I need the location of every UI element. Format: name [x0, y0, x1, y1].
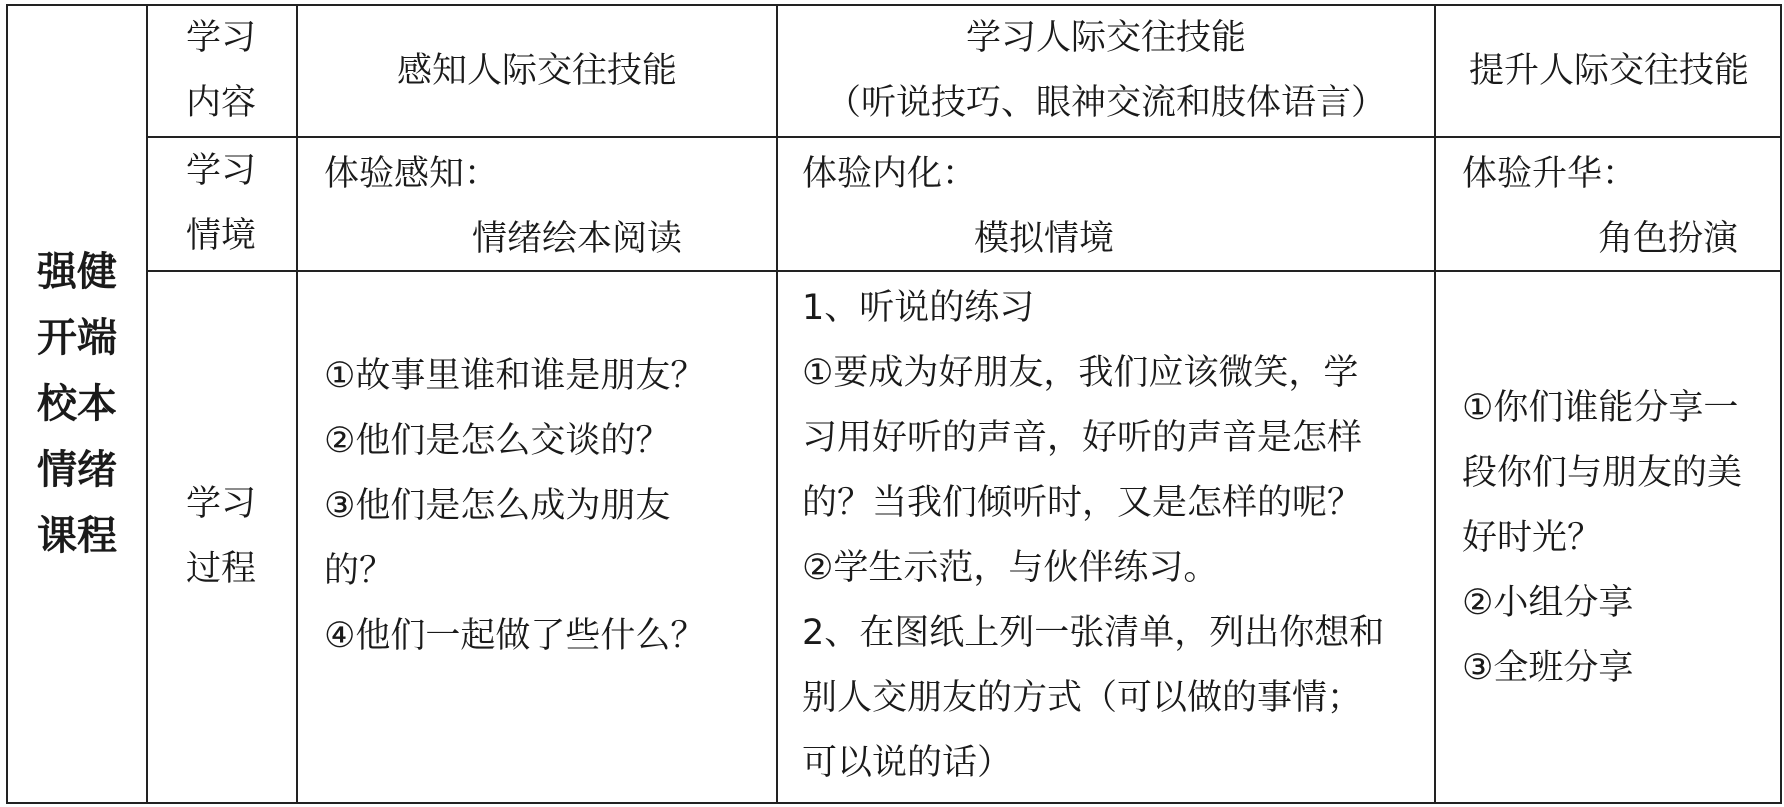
situation-col2	[802, 142, 1422, 268]
course-title	[8, 6, 146, 802]
course-title-line: 开端	[37, 315, 117, 361]
situation-col3-head: 体验升华：	[1462, 154, 1638, 194]
situation-col3	[1462, 142, 1778, 268]
situation-col1-head: 体验感知：	[324, 154, 500, 194]
content-col3-text: 提升人际交往技能	[1468, 50, 1749, 91]
process-col2-line: 别人交朋友的方式（可以做的事情；	[802, 678, 1363, 718]
content-col1-text: 感知人际交往技能	[396, 50, 677, 91]
process-col1-line: 的？	[324, 551, 395, 591]
process-col2-line: 1、听说的练习	[802, 288, 1035, 328]
process-col3-line: ③全班分享	[1462, 648, 1634, 688]
process-col2-line: 的？当我们倾听时，又是怎样的呢？	[802, 483, 1363, 523]
process-col1	[324, 344, 774, 674]
process-col2-line: 2、在图纸上列一张清单，列出你想和	[802, 613, 1385, 653]
process-col1-line: ①故事里谁和谁是朋友？	[324, 356, 706, 396]
row-label-situation	[186, 138, 294, 270]
course-title-line: 强健	[37, 249, 117, 295]
process-col2	[802, 276, 1430, 800]
row-label-line: 过程	[186, 549, 257, 589]
process-col2-line: 可以说的话）	[802, 743, 1013, 783]
situation-col3-body: 角色扮演	[1598, 219, 1739, 259]
process-col3	[1462, 376, 1780, 706]
content-col2-line2: （听说技巧、眼神交流和肢体语言）	[825, 83, 1386, 123]
course-title-line: 情绪	[37, 447, 117, 493]
content-col2-line1: 学习人际交往技能	[965, 18, 1246, 58]
process-col3-line: 好时光？	[1462, 518, 1603, 558]
row-label-line: 学习	[186, 18, 257, 58]
process-col1-line: ④他们一起做了些什么？	[324, 616, 706, 656]
process-col2-line: 习用好听的声音，好听的声音是怎样	[802, 418, 1363, 458]
process-col2-line: ②学生示范，与伙伴练习。	[802, 548, 1219, 588]
row-label-process	[186, 272, 294, 802]
row-label-line: 学习	[186, 484, 257, 524]
content-col2	[778, 6, 1434, 136]
process-col2-line: ①要成为好朋友，我们应该微笑，学	[802, 353, 1359, 393]
situation-col1	[324, 142, 764, 268]
situation-col2-head: 体验内化：	[802, 154, 978, 194]
divider-v1	[146, 4, 148, 804]
process-col1-line: ②他们是怎么交谈的？	[324, 421, 671, 461]
row-label-line: 内容	[186, 83, 257, 123]
divider-h1	[146, 136, 1782, 138]
row-label-line: 情境	[186, 216, 257, 256]
process-col3-line: ①你们谁能分享一	[1462, 388, 1739, 428]
row-label-line: 学习	[186, 151, 257, 191]
process-col3-line: ②小组分享	[1462, 583, 1634, 623]
course-title-line: 校本	[37, 381, 117, 427]
process-col3-line: 段你们与朋友的美	[1462, 453, 1743, 493]
content-col1	[298, 6, 776, 136]
situation-col1-body: 情绪绘本阅读	[472, 219, 683, 259]
row-label-content	[186, 6, 294, 136]
process-col1-line: ③他们是怎么成为朋友	[324, 486, 671, 526]
content-col3	[1436, 6, 1782, 136]
course-title-line: 课程	[37, 513, 117, 559]
situation-col2-body: 模拟情境	[974, 219, 1115, 259]
